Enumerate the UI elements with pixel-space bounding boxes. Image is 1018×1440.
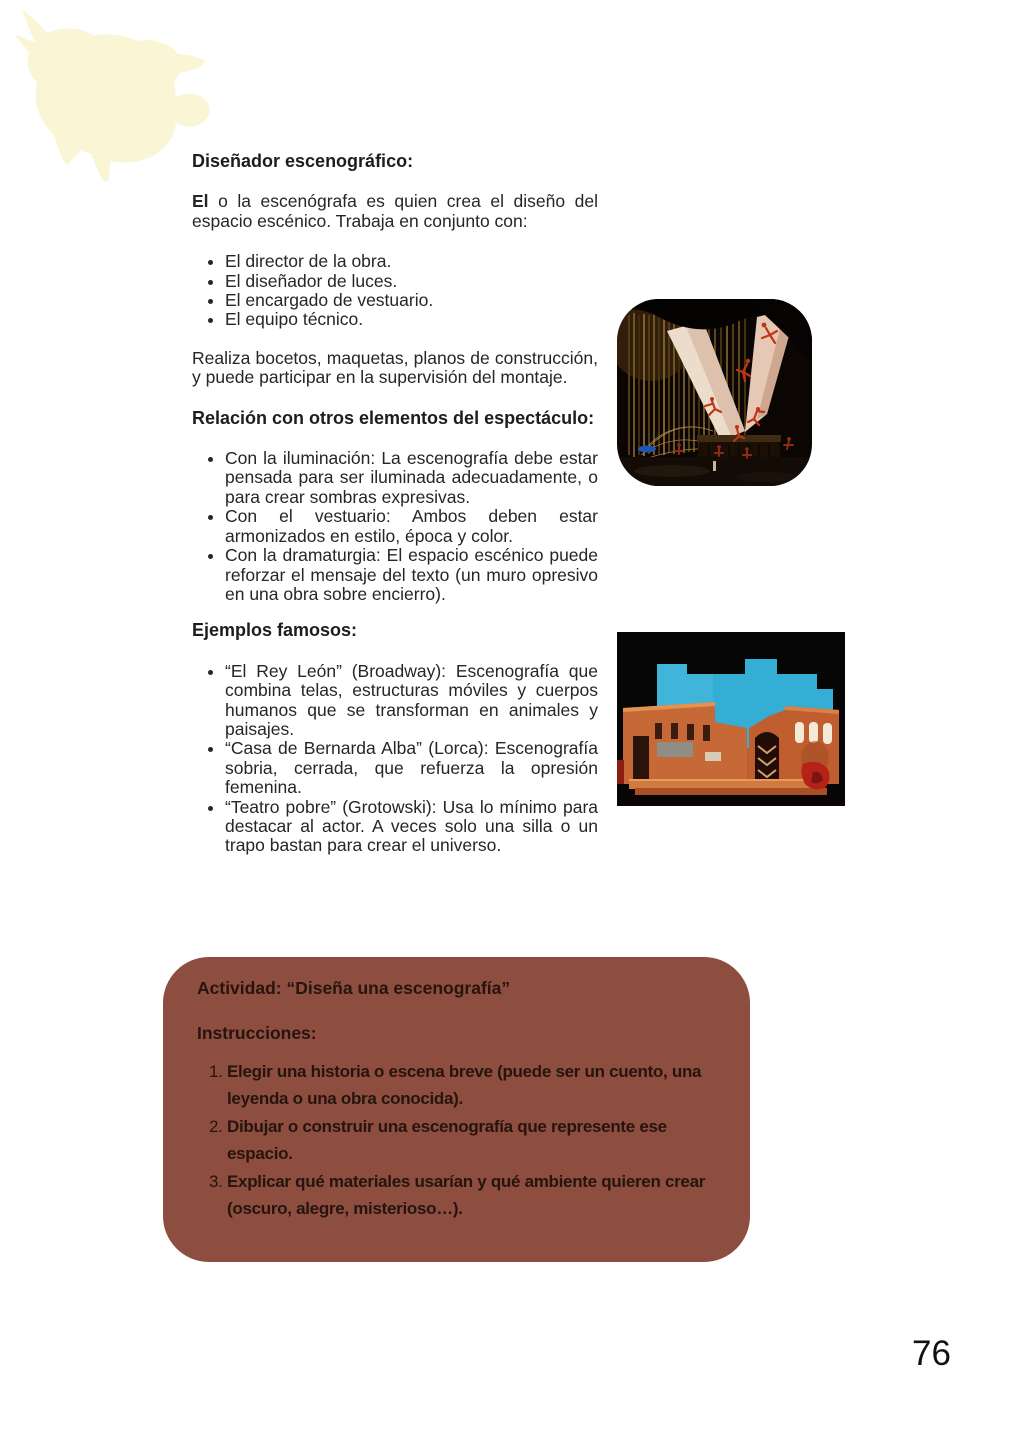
heading-disenador: Diseñador escenográfico: — [192, 151, 414, 171]
activity-subtitle: Instrucciones: — [197, 1023, 317, 1044]
list-item: • “Teatro pobre” (Grotowski): Usa lo mínimo para destacar al actor. A veces solo una silla o un trapo bastan para crear el universo. — [225, 798, 598, 856]
examples-list — [192, 662, 598, 856]
paragraph-bocetos: Realiza bocetos, maquetas, planos de construcción, y puede participar en la supervisión del montaje. — [192, 347, 598, 388]
relation-list — [192, 449, 598, 604]
list-item: • El diseñador de luces. — [225, 272, 598, 291]
list-item: • “Casa de Bernarda Alba” (Lorca): Escenografía sobria, cerrada, que refuerza la opresión femenina. — [225, 739, 598, 797]
list-item: • El equipo técnico. — [225, 310, 598, 329]
activity-step: 1. Elegir una historia o escena breve (puede ser un cuento, una leyenda o una obra conocida). — [227, 1058, 727, 1113]
team-list — [192, 252, 598, 330]
main-text-column — [192, 152, 598, 875]
list-item: • Con el vestuario: Ambos deben estar armonizados en estilo, época y color. — [225, 507, 598, 546]
activity-title: Actividad: “Diseña una escenografía” — [197, 978, 511, 998]
page-number: 76 — [912, 1334, 951, 1373]
list-item: • El director de la obra. — [225, 252, 598, 271]
stage-acrobats-photo — [617, 299, 812, 486]
list-item: • “El Rey León” (Broadway): Escenografía que combina telas, estructuras móviles y cuerpos humanos que se transforman en animales y paisajes. — [225, 662, 598, 740]
intro-text: o la escenógrafa es quien crea el diseño del espacio escénico. Trabaja en conjunto con: — [192, 191, 598, 231]
activity-step: 2. Dibujar o construir una escenografía que represente ese espacio. — [227, 1113, 727, 1168]
heading-relacion: Relación con otros elementos del espectáculo: — [192, 407, 595, 428]
list-item: • Con la dramaturgia: El espacio escénico puede reforzar el mensaje del texto (un muro opresivo en una obra sobre encierro). — [225, 546, 598, 604]
intro-paragraph — [192, 192, 598, 231]
activity-step: 3. Explicar qué materiales usarían y qué ambiente quieren crear (oscuro, alegre, misterioso…). — [227, 1168, 727, 1223]
stage-set-adobe-photo — [617, 632, 845, 806]
list-item: • El encargado de vestuario. — [225, 291, 598, 310]
heading-ejemplos: Ejemplos famosos: — [192, 620, 358, 641]
intro-bold-word: El — [192, 191, 209, 212]
activity-steps — [197, 1058, 727, 1223]
activity-box — [163, 957, 750, 1262]
list-item: • Con la iluminación: La escenografía debe estar pensada para ser iluminada adecuadamente, o para crear sombras expresivas. — [225, 449, 598, 507]
paint-splat-decoration — [8, 5, 213, 185]
